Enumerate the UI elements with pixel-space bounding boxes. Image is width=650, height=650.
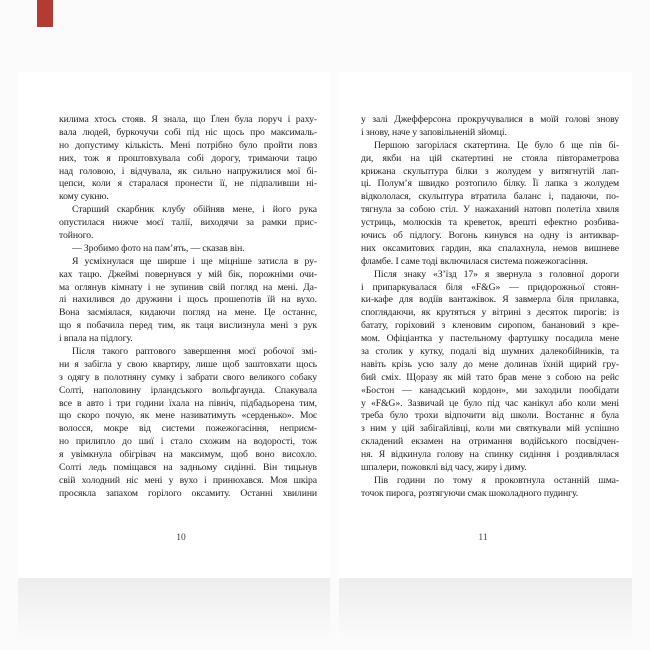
text-line: Першою загорілася скатертина. Це було б ще пів бі- xyxy=(374,139,619,151)
text-line: все в авто і три години їхала на північ, підбадьорена тим, xyxy=(59,397,317,409)
text-line: устриць, молюсків та креветок, врешті ефектно розбива- xyxy=(361,217,619,229)
paragraph xyxy=(59,114,317,204)
text-line: навіть крізь усю залу до мене долинав їхній щирий гру- xyxy=(361,358,619,370)
text-line: що я побачила перед тим, як таця вислизнула мені з рук xyxy=(59,320,317,332)
paragraph xyxy=(59,346,317,501)
text-line: цепси, коли я старалася пронести її, не підпаливши ні- xyxy=(59,178,317,190)
text-line: ках тацю. Джеймі повернувся у мій бік, порожніми очи- xyxy=(59,268,317,280)
paragraph xyxy=(59,204,317,243)
paragraph xyxy=(59,256,317,346)
text-line: батату, горіховий з кленовим сиропом, банановий з кре- xyxy=(361,320,619,332)
text-line: з одягу в полотняну сумку і забрати свого великого собаку xyxy=(59,371,317,383)
text-line: споглядаючи, як крутяться у вітрині з десяток пирогів: із xyxy=(361,307,619,319)
text-line: них, тож я проштовхувала собі дорогу, тримаючи тацю xyxy=(59,152,317,164)
text-line: свій холодний ніс мені у вухо і принюхався. Моя шкіра xyxy=(59,474,317,486)
text-line: Я усміхнулася ще ширше і ще міцніше затисла в ру- xyxy=(72,255,317,267)
text-line: точок пирога, розтягуючи смак шоколадного пудингу. xyxy=(361,487,579,499)
page-right-text xyxy=(361,114,619,501)
text-line: і впала на підлогу. xyxy=(59,333,133,345)
text-line: що скоро почую, як мене називатимуть «серденько». Моє xyxy=(59,410,317,422)
text-line: і знову, наче у заповільненій зйомці. xyxy=(361,126,507,138)
page-number-right: 11 xyxy=(478,533,488,543)
paragraph xyxy=(361,140,619,269)
text-line: з ним у цій забігайлівці, коли ми святкували мій успішно xyxy=(361,423,619,435)
text-line: тягнула за собою стіл. У нажаханий натовп полетіла хвиля xyxy=(361,204,619,216)
paragraph xyxy=(361,269,619,475)
text-line: Вона засміялася, кидаючи погляд на мене. Це останнє, xyxy=(59,307,317,319)
text-line: Пів години по тому я проковтнула останній шма- xyxy=(374,474,619,486)
text-line: них оксамитових гардин, яка спалахнула, немов вишневе xyxy=(361,242,619,254)
text-line: лі нахилився до дружини і щось прошепотів їй на вухо. xyxy=(59,294,317,306)
text-line: ки-кафе для водіїв вантажівок. Я завмерла біля прилавка, xyxy=(361,294,619,306)
text-line: бий сміх. Щоразу як мій тато брав мене з собою на рейс xyxy=(361,371,619,383)
text-line: і припаркувалася біля «F&G» — придорожньої стоян- xyxy=(361,281,619,293)
text-line: Солті, наполовину ірландського вольфгаунда. Спакувала xyxy=(59,384,317,396)
page-left-text xyxy=(59,114,317,501)
text-line: я увімкнула обігрівач на максимум, щоб воно висохло. xyxy=(59,449,317,461)
text-line: «Бостон — канадський кордон», ми заходили пообідати xyxy=(361,384,619,396)
text-line: но прилипло до шиї і стало схожим на водорості, тож xyxy=(59,436,317,448)
text-line: ма оглянув кімнату і не зупинив свій погляд на мені. Да- xyxy=(59,281,317,293)
page-number-left: 10 xyxy=(176,533,186,543)
text-line: шпалери, пожовклі від часу, жиру і диму. xyxy=(361,462,527,474)
text-line: Після такого раптового завершення моєї робочої змі- xyxy=(72,346,317,358)
text-line: у «F&G». Зазвичай це було під час канікул або коли мені xyxy=(361,397,619,409)
text-line: ці. Полум’я швидко розтопило білку. Її лапка з жолудем xyxy=(361,178,619,190)
text-line: но допустиму кількість. Мені потрібно було пройти повз xyxy=(59,139,317,151)
paragraph xyxy=(361,475,619,501)
text-line: за столик у кутку, подалі від шумних далекобійників, та xyxy=(361,346,619,358)
paragraph xyxy=(361,114,619,140)
text-line: відкололася, скульптура втратила баланс і, падаючи, по- xyxy=(361,191,619,203)
text-line: складений екзамен на отримання водійського посвідчен- xyxy=(361,436,619,448)
text-line: ди, якби на цій скатертині не стояла півтораметрова xyxy=(361,152,619,164)
text-line: опустилася нижче моєї талії, виходячи за рамки прис- xyxy=(59,217,317,229)
text-line: треба було трохи відпочити від школи. Востаннє я була xyxy=(361,410,619,422)
text-line: у залі Джефферсона прокручувалися в моїй голові знову xyxy=(361,114,619,125)
text-line: вала людей, буркочучи собі під ніс щось про максималь- xyxy=(59,126,317,138)
text-line: — Зробимо фото на пам’ять, — сказав він. xyxy=(72,242,245,254)
text-line: над головою, і відчувала, як сильно напружилися мої бі- xyxy=(59,165,317,177)
text-line: Солті ледь поміщався на задньому сидінні. Він тицьнув xyxy=(59,462,317,474)
text-line: килима хтось стояв. Я знала, що Ґлен була поруч і раху- xyxy=(59,114,317,125)
text-line: ючись об підлогу. Вогонь кинувся на одну із антиквар- xyxy=(361,230,619,242)
paragraph xyxy=(59,243,317,256)
text-line: волосся, мокре від системи пожежогасіння, неприєм- xyxy=(59,423,317,435)
text-line: ня. Я відкинула голову на спинку сидіння і роздивлялася xyxy=(361,449,619,461)
text-line: Після знаку «З’їзд 17» я звернула з головної дороги xyxy=(374,268,619,280)
text-line: просякла запахом горілого оксамиту. Останні хвилини xyxy=(59,487,317,499)
text-line: тойного. xyxy=(59,230,94,242)
text-line: кому сукню. xyxy=(59,191,109,203)
text-line: крижана скульптура білки з жолудем у витягнутій лап- xyxy=(361,165,619,177)
text-line: фламбе. І саме тоді включилася система пожежогасіння. xyxy=(361,255,588,267)
text-line: мом. Офіціантка у пастельному фартушку посадила мене xyxy=(361,333,619,345)
text-line: ни я забігла у свою квартиру, лише щоб заштовхати щось xyxy=(59,358,317,370)
text-line: Старший скарбник клубу обійняв мене, і його рука xyxy=(72,204,317,216)
bookmark-ribbon-icon[interactable] xyxy=(37,0,53,27)
